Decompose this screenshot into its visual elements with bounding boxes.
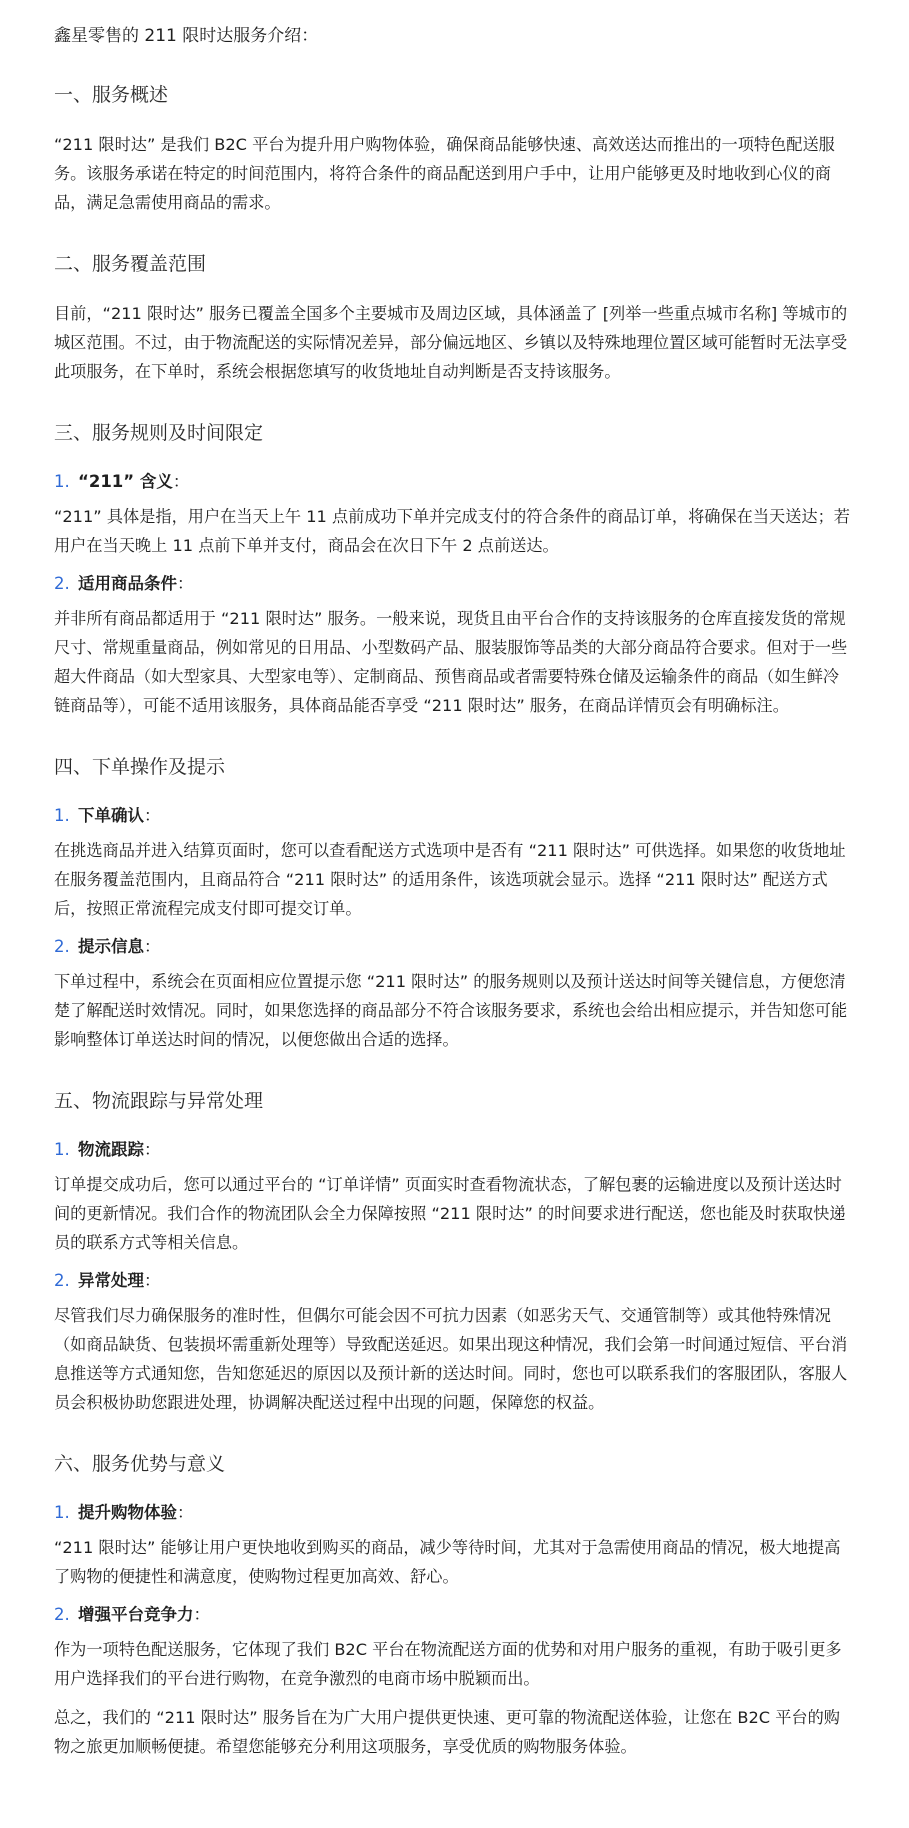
list-item-text: 作为一项特色配送服务，它体现了我们 B2C 平台在物流配送方面的优势和对用户服务的重视，有助于吸引更多用户选择我们的平台进行购物，在竞争激烈的电商市场中脱颖而出。 [54,1640,842,1688]
colon: ： [144,806,161,825]
list-number: 1. [54,806,70,825]
section-title-coverage: 二、服务覆盖范围 [54,253,207,275]
list-item-label: 增强平台竞争力 [78,1605,194,1624]
colon: ： [144,1271,161,1290]
list-number: 2. [54,937,70,956]
list-item-label: 提示信息 [78,937,144,956]
colon: ： [177,1503,194,1522]
list-item-text: 订单提交成功后，您可以通过平台的 “订单详情” 页面实时查看物流状态，了解包裹的运输进度以及预计送达时间的更新情况。我们合作的物流团队会全力保障按照 “211 限时达” 的时间要求进行配送，您也能及时获取快递员的联系方式等相关信息。 [54,1175,846,1252]
list-item-text: 并非所有商品都适用于 “211 限时达” 服务。一般来说，现货且由平台合作的支持该服务的仓库直接发货的常规尺寸、常规重量商品，例如常见的日用品、小型数码产品、服装服饰等品类的大部分商品符合要求。但对于一些超大件商品（如大型家具、大型家电等）、定制商品、预售商品或者需要特殊仓储及运输条件的商品（如生鲜冷链商品等），可能不适用该服务，具体商品能否享受 “211 限时达” 服务，在商品详情页会有明确标注。 [54,609,848,715]
section-title-ordering: 四、下单操作及提示 [54,756,226,778]
list-number: 1. [54,1503,70,1522]
list-item-heading [54,802,854,830]
section-paragraph: “211 限时达” 是我们 B2C 平台为提升用户购物体验，确保商品能够快速、高效送达而推出的一项特色配送服务。该服务承诺在特定的时间范围内，将符合条件的商品配送到用户手中，让用户能够更及时地收到心仪的商品，满足急需使用商品的需求。 [54,135,835,212]
list-item-text: “211” 具体是指，用户在当天上午 11 点前成功下单并完成支付的符合条件的商品订单，将确保在当天送达；若用户在当天晚上 11 点前下单并支付，商品会在次日下午 2 点前送达。 [54,507,850,555]
list-item-heading [54,1136,854,1164]
list-item-text: “211 限时达” 能够让用户更快地收到购买的商品，减少等待时间，尤其对于急需使用商品的情况，极大地提高了购物的便捷性和满意度，使购物过程更加高效、舒心。 [54,1538,841,1586]
list-item-label: 物流跟踪 [78,1140,144,1159]
list-item-heading [54,1267,854,1295]
list-item-text: 在挑选商品并进入结算页面时，您可以查看配送方式选项中是否有 “211 限时达” 可供选择。如果您的收货地址在服务覆盖范围内，且商品符合 “211 限时达” 的适用条件，该选项就会显示。选择 “211 限时达” 配送方式后，按照正常流程完成支付即可提交订单。 [54,841,846,918]
list-item-label: “211” 含义 [78,472,173,491]
colon: ： [172,472,190,491]
list-item-label: 提升购物体验 [78,1503,177,1522]
list-item-heading [54,468,854,496]
list-number: 1. [54,1140,70,1159]
intro-line: 鑫星零售的 211 限时达服务介绍： [54,26,319,46]
list-number: 2. [54,574,70,593]
colon: ： [144,1140,161,1159]
list-item-label: 下单确认 [78,806,144,825]
list-item-text: 下单过程中，系统会在页面相应位置提示您 “211 限时达” 的服务规则以及预计送达时间等关键信息，方便您清楚了解配送时效情况。同时，如果您选择的商品部分不符合该服务要求，系统也会给出相应提示，并告知您可能影响整体订单送达时间的情况，以便您做出合适的选择。 [54,972,848,1049]
colon: ： [193,1605,210,1624]
list-item-heading [54,933,854,961]
list-item-label: 异常处理 [78,1271,144,1290]
list-number: 2. [54,1271,70,1290]
list-item-heading [54,1601,854,1629]
list-number: 1. [54,472,70,491]
closing-paragraph: 总之，我们的 “211 限时达” 服务旨在为广大用户提供更快速、更可靠的物流配送体验，让您在 B2C 平台的购物之旅更加顺畅便捷。希望您能够充分利用这项服务，享受优质的购物服务体验。 [54,1708,840,1756]
section-title-advantages: 六、服务优势与意义 [54,1453,226,1475]
colon: ： [144,937,161,956]
colon: ： [177,574,194,593]
list-item-heading [54,570,854,598]
section-paragraph: 目前，“211 限时达” 服务已覆盖全国多个主要城市及周边区域，具体涵盖了 [列举一些重点城市名称] 等城市的城区范围。不过，由于物流配送的实际情况差异，部分偏远地区、乡镇以及特殊地理位置区域可能暂时无法享受此项服务，在下单时，系统会根据您填写的收货地址自动判断是否支持该服务。 [54,304,848,381]
section-title-rules: 三、服务规则及时间限定 [54,422,264,444]
list-item-label: 适用商品条件 [78,574,177,593]
section-title-tracking: 五、物流跟踪与异常处理 [54,1090,264,1112]
list-item-heading [54,1499,854,1527]
list-item-text: 尽管我们尽力确保服务的准时性，但偶尔可能会因不可抗力因素（如恶劣天气、交通管制等）或其他特殊情况（如商品缺货、包装损坏需重新处理等）导致配送延迟。如果出现这种情况，我们会第一时间通过短信、平台消息推送等方式通知您，告知您延迟的原因以及预计新的送达时间。同时，您也可以联系我们的客服团队，客服人员会积极协助您跟进处理，协调解决配送过程中出现的问题，保障您的权益。 [54,1306,848,1412]
section-title-overview: 一、服务概述 [54,84,169,106]
list-number: 2. [54,1605,70,1624]
